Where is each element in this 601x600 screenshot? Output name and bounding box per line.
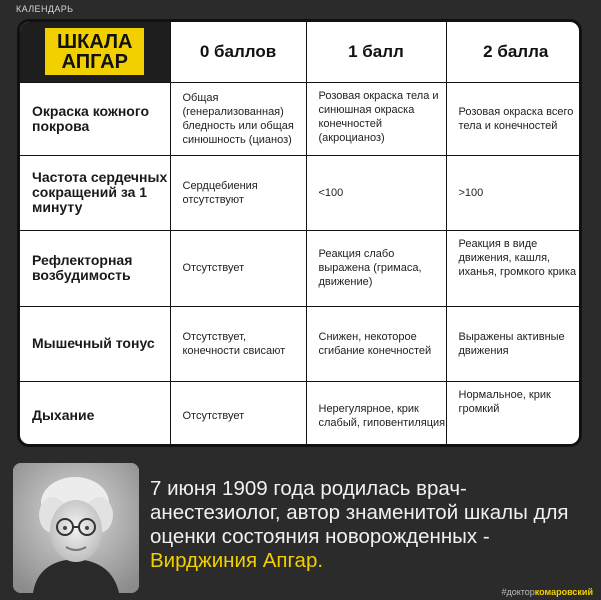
table-title-cell	[20, 22, 170, 82]
hashtag-prefix: #доктор	[501, 587, 535, 597]
value-cell: Общая (генерализованная) бледность или общая синюшность (цианоз)	[170, 82, 306, 155]
value-cell: Сердцебиения отсутствуют	[170, 155, 306, 230]
table-row	[20, 230, 582, 306]
header-0-points: 0 баллов	[170, 22, 306, 82]
criterion-heart-rate: Частота сердечных сокращений за 1 минуту	[20, 155, 170, 230]
value-cell: <100	[306, 155, 446, 230]
caption-body: 7 июня 1909 года родилась врач-анестезиолог, автор знаменитой шкалы для оценки состояния новорожденных -	[150, 477, 569, 548]
value-cell: >100	[446, 155, 582, 230]
apgar-scale-table	[17, 19, 582, 447]
value-cell: Отсутствует	[170, 230, 306, 306]
hashtag	[501, 587, 593, 597]
portrait-image	[13, 463, 139, 593]
table-row	[20, 155, 582, 230]
value-cell: Выражены активные движения	[446, 306, 582, 381]
caption-section	[0, 450, 601, 600]
value-cell: Розовая окраска всего тела и конечностей	[446, 82, 582, 155]
header-1-point: 1 балл	[306, 22, 446, 82]
hashtag-bold: комаровский	[534, 587, 593, 597]
value-cell: Отсутствует, конечности свисают	[170, 306, 306, 381]
criterion-reflex: Рефлекторная возбудимость	[20, 230, 170, 306]
title-line-2: АПГАР	[61, 51, 128, 74]
table-title	[45, 28, 144, 75]
header-2-points: 2 балла	[446, 22, 582, 82]
table-row	[20, 82, 582, 155]
value-cell: Реакция в виде движения, кашля, иханья, громкого крика	[446, 230, 582, 306]
title-line-1: ШКАЛА	[57, 31, 133, 54]
portrait-photo	[13, 463, 139, 593]
caption-text	[150, 477, 590, 573]
value-cell: Снижен, некоторое сгибание конечностей	[306, 306, 446, 381]
table-row	[20, 381, 582, 447]
criterion-muscle-tone: Мышечный тонус	[20, 306, 170, 381]
category-label: КАЛЕНДАРЬ	[16, 4, 74, 14]
table-row	[20, 306, 582, 381]
value-cell: Отсутствует	[170, 381, 306, 447]
value-cell: Нерегулярное, крик слабый, гиповентиляция	[306, 381, 446, 447]
value-cell: Розовая окраска тела и синюшная окраска конечностей (акроцианоз)	[306, 82, 446, 155]
value-cell: Реакция слабо выражена (гримаса, движение)	[306, 230, 446, 306]
criterion-breathing: Дыхание	[20, 381, 170, 447]
criterion-skin-color: Окраска кожного покрова	[20, 82, 170, 155]
value-cell: Нормальное, крик громкий	[446, 381, 582, 447]
caption-name: Вирджиния Апгар.	[150, 549, 324, 572]
